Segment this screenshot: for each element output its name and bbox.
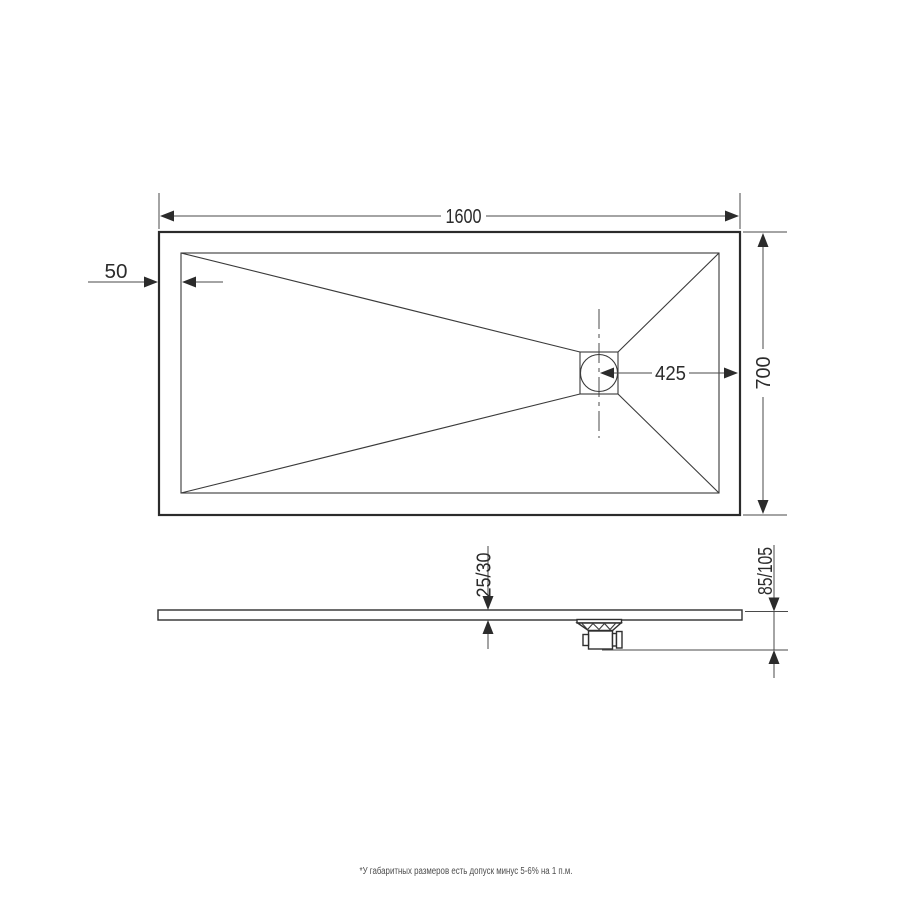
footnote-tolerance-note: *У габаритных размеров есть допуск минус 5-6% на 1 п.м. bbox=[359, 866, 630, 877]
trap-left-stub bbox=[583, 635, 589, 646]
dim-total-height-label: 85/105 bbox=[755, 533, 777, 595]
trap-outlet-flange bbox=[617, 632, 623, 649]
dim-height-label: 700 bbox=[753, 356, 775, 390]
tray-profile bbox=[158, 610, 742, 620]
trap-body bbox=[589, 631, 613, 649]
dim-edge-offset-label: 50 bbox=[104, 261, 128, 283]
dim-drain-offset-label: 425 bbox=[655, 363, 686, 385]
drain-trap bbox=[577, 620, 622, 650]
dim-thickness-label: 25/30 bbox=[473, 547, 496, 598]
dim-width-label: 1600 bbox=[445, 206, 482, 228]
